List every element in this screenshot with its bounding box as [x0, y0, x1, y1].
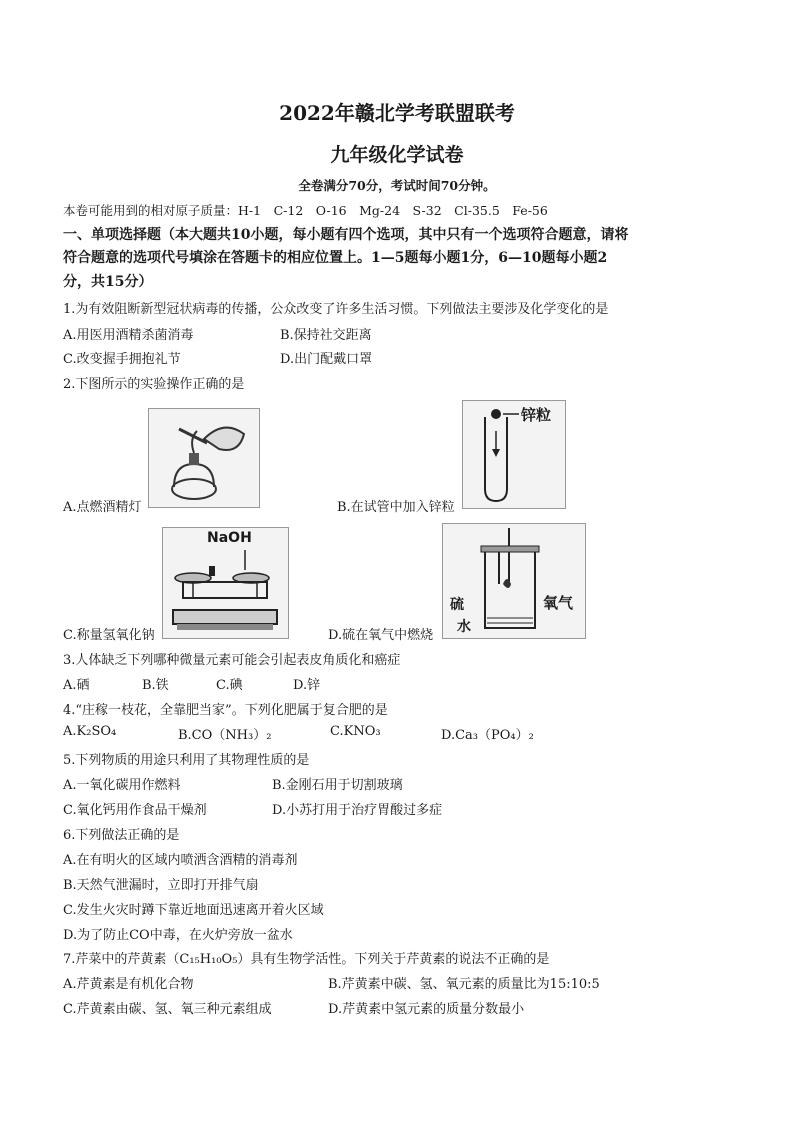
q2-option-a: A.点燃酒精灯: [63, 500, 142, 515]
q3-option-b: B.铁: [142, 678, 169, 693]
q7-option-c: C.芹黄素由碳、氢、氧三种元素组成: [63, 1002, 272, 1017]
q5-option-a: A.一氧化碳用作燃料: [63, 778, 181, 793]
sulfur-label: 硫: [450, 597, 464, 613]
q4-option-d: D.Ca₃（PO₄）₂: [441, 728, 534, 743]
alcohol-lamp-icon: [149, 409, 259, 507]
q4-option-a: A.K₂SO₄: [63, 724, 117, 739]
q6-option-d: D.为了防止CO中毒，在火炉旁放一盆水: [63, 928, 293, 943]
atomic-mass-line: 本卷可能用到的相对原子质量：H-1 C-12 O-16 Mg-24 S-32 Cl-35.5 Fe-56: [63, 203, 548, 218]
q1-option-d: D.出门配戴口罩: [280, 352, 373, 367]
zinc-label: 锌粒: [521, 406, 552, 424]
q1-option-c: C.改变握手拥抱礼节: [63, 352, 181, 367]
q3-option-a: A.硒: [63, 678, 90, 693]
q7-option-b: B.芹黄素中碳、氢、氧元素的质量比为15:10:5: [328, 977, 600, 992]
naoh-label: NaOH: [207, 530, 252, 546]
q6-stem: 6.下列做法正确的是: [63, 828, 180, 843]
q2-option-b: B.在试管中加入锌粒: [337, 500, 455, 515]
q3-stem: 3.人体缺乏下列哪种微量元素可能会引起表皮角质化和癌症: [63, 653, 401, 668]
exam-note: 全卷满分70分，考试时间70分钟。: [298, 178, 496, 193]
q7-option-a: A.芹黄素是有机化合物: [63, 977, 194, 992]
oxygen-label: 氧气: [543, 594, 574, 612]
section1-line3: 分，共15分）: [63, 274, 153, 290]
q5-stem: 5.下列物质的用途只利用了其物理性质的是: [63, 753, 310, 768]
q4-option-c: C.KNO₃: [330, 724, 381, 739]
exam-title: 2022年赣北学考联盟联考: [279, 101, 515, 125]
section1-line1: 一、单项选择题（本大题共10小题，每小题有四个选项，其中只有一个选项符合题意，请将: [63, 227, 629, 243]
q4-option-b: B.CO（NH₃）₂: [178, 728, 272, 743]
q3-option-c: C.碘: [216, 678, 243, 693]
q5-option-b: B.金刚石用于切割玻璃: [272, 778, 403, 793]
figure-sulfur-burning: [442, 523, 586, 639]
exam-subtitle: 九年级化学试卷: [330, 144, 464, 166]
q1-option-b: B.保持社交距离: [280, 328, 372, 343]
q4-stem: 4.“庄稼一枝花，全靠肥当家”。下列化肥属于复合肥的是: [63, 703, 388, 718]
q1-stem: 1.为有效阻断新型冠状病毒的传播，公众改变了许多生活习惯。下列做法主要涉及化学变化的是: [63, 302, 609, 317]
q5-option-c: C.氧化钙用作食品干燥剂: [63, 803, 207, 818]
q6-option-c: C.发生火灾时蹲下靠近地面迅速离开着火区域: [63, 903, 324, 918]
q2-stem: 2.下图所示的实验操作正确的是: [63, 377, 245, 392]
q2-option-c: C.称量氢氧化钠: [63, 628, 155, 643]
figure-test-tube: [462, 400, 566, 509]
q7-stem: 7.芹菜中的芹黄素（C₁₅H₁₀O₅）具有生物学活性。下列关于芹黄素的说法不正确的是: [63, 952, 550, 967]
water-label: 水: [457, 619, 471, 635]
figure-balance: [162, 527, 289, 639]
q6-option-b: B.天然气泄漏时，立即打开排气扇: [63, 878, 259, 893]
q3-option-d: D.锌: [293, 678, 321, 693]
q5-option-d: D.小苏打用于治疗胃酸过多症: [272, 803, 443, 818]
figure-alcohol-lamp: [148, 408, 260, 508]
q1-option-a: A.用医用酒精杀菌消毒: [63, 328, 194, 343]
q2-option-d: D.硫在氧气中燃烧: [328, 628, 434, 643]
q6-option-a: A.在有明火的区域内喷洒含酒精的消毒剂: [63, 853, 298, 868]
section1-line2: 符合题意的选项代号填涂在答题卡的相应位置上。1—5题每小题1分，6—10题每小题2: [63, 250, 608, 266]
q7-option-d: D.芹黄素中氢元素的质量分数最小: [328, 1002, 525, 1017]
